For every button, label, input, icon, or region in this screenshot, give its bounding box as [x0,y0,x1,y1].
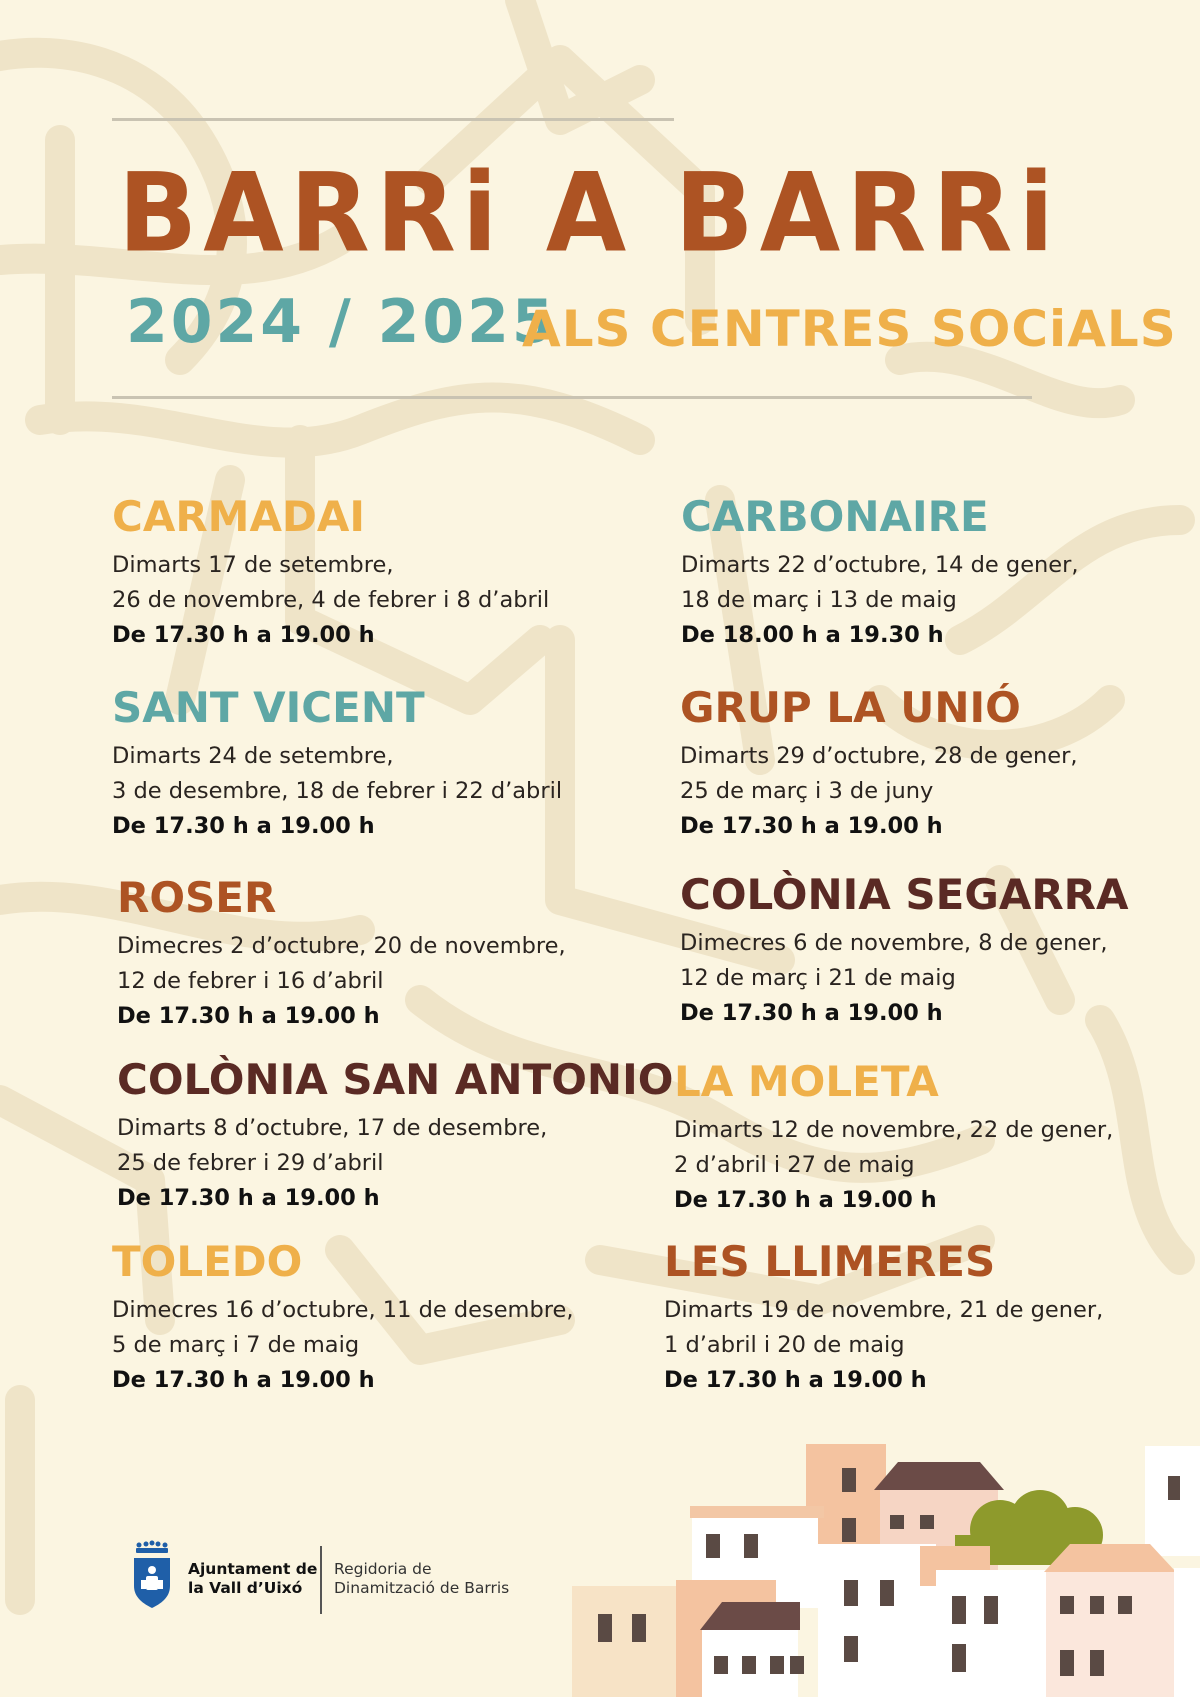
dates-line: Dimarts 22 d’octubre, 14 de gener, [681,552,1079,578]
neighborhood-name: GRUP LA UNIÓ [680,683,1021,732]
time-range: De 17.30 h a 19.00 h [674,1187,937,1213]
dates-line: 12 de març i 21 de maig [680,965,956,991]
neighborhood-name: SANT VICENT [112,683,425,732]
neighborhood-name: LA MOLETA [674,1057,939,1106]
organization-name: Ajuntament de la Vall d’Uixó [188,1560,318,1597]
dates-line: Dimecres 2 d’octubre, 20 de novembre, [117,933,566,959]
dates-line: 5 de març i 7 de maig [112,1332,360,1358]
dates-line: 3 de desembre, 18 de febrer i 22 d’abril [112,778,563,804]
neighborhood-name: COLÒNIA SEGARRA [680,870,1129,919]
time-range: De 17.30 h a 19.00 h [112,622,375,648]
neighborhood-name: TOLEDO [112,1237,303,1286]
dates-line: Dimarts 12 de novembre, 22 de gener, [674,1117,1114,1143]
dates-line: Dimarts 17 de setembre, [112,552,394,578]
dates-line: Dimarts 24 de setembre, [112,743,394,769]
dates-line: Dimarts 29 d’octubre, 28 de gener, [680,743,1078,769]
dates-line: Dimarts 19 de novembre, 21 de gener, [664,1297,1104,1323]
time-range: De 17.30 h a 19.00 h [117,1185,380,1211]
neighborhood-name: COLÒNIA SAN ANTONIO [117,1055,674,1104]
dates-line: 26 de novembre, 4 de febrer i 8 d’abril [112,587,550,613]
time-range: De 17.30 h a 19.00 h [112,813,375,839]
time-range: De 17.30 h a 19.00 h [680,813,943,839]
dates-line: 18 de març i 13 de maig [681,587,957,613]
dates-line: 25 de febrer i 29 d’abril [117,1150,384,1176]
time-range: De 17.30 h a 19.00 h [680,1000,943,1026]
time-range: De 17.30 h a 19.00 h [112,1367,375,1393]
neighborhood-name: LES LLIMERES [664,1237,996,1286]
time-range: De 17.30 h a 19.00 h [117,1003,380,1029]
dates-line: 1 d’abril i 20 de maig [664,1332,905,1358]
year-range: 2024 / 2025 [126,287,557,357]
dates-line: Dimecres 6 de novembre, 8 de gener, [680,930,1108,956]
dates-line: 2 d’abril i 27 de maig [674,1152,915,1178]
page-subtitle: ALS CENTRES SOCiALS [522,300,1177,358]
neighborhood-name: CARMADAI [112,492,365,541]
dates-line: Dimarts 8 d’octubre, 17 de desembre, [117,1115,548,1141]
neighborhood-name: CARBONAIRE [681,492,989,541]
time-range: De 17.30 h a 19.00 h [664,1367,927,1393]
dates-line: 12 de febrer i 16 d’abril [117,968,384,994]
page-title: BARRi A BARRi [118,148,1061,277]
department-name: Regidoria de Dinamització de Barris [334,1560,510,1597]
time-range: De 18.00 h a 19.30 h [681,622,944,648]
neighborhood-name: ROSER [117,873,277,922]
dates-line: Dimecres 16 d’octubre, 11 de desembre, [112,1297,574,1323]
dates-line: 25 de març i 3 de juny [680,778,934,804]
